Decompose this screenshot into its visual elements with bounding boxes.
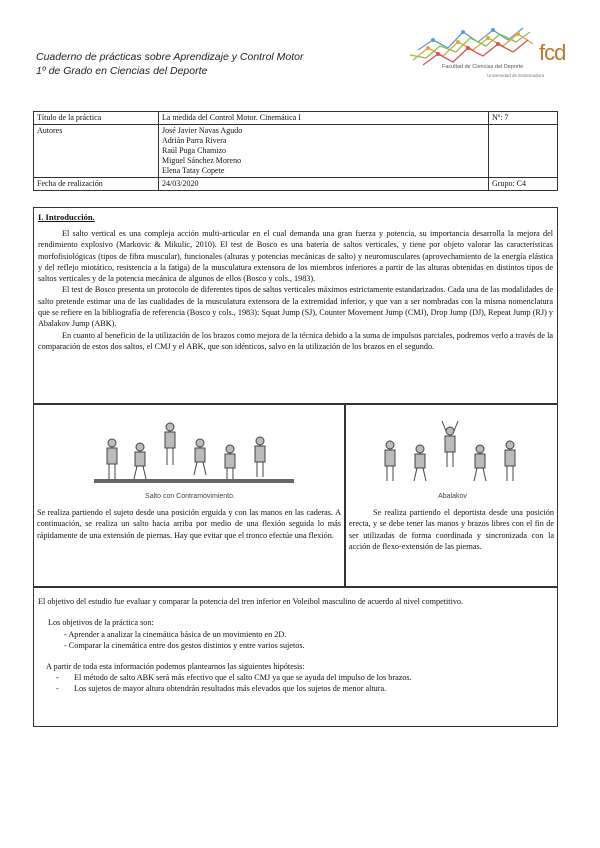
intro-paragraph-2: El test de Bosco presenta un protocolo de diferentes tipos de saltos verticales máximos estrictamente estandarizados. Cada una de las modalidades de salto pretende estimar una de las cualidades de la musculatura extensora de la extremidad inferior, y que van a ser nombradas con la misma nomenclatura que se refiere en la bibliografía de referencia (Bosco y cols., 1983): Squat Jump (SJ), Counter Movement Jump (CMJ), Drop Jump (DJ), Repeat Jump (RJ) y Abalakov Jump (ABK). xyxy=(38,285,553,329)
document-header xyxy=(36,50,304,78)
objectives-title: Los objetivos de la práctica son: xyxy=(48,618,154,628)
list-marker: - xyxy=(56,672,59,682)
table-row xyxy=(34,178,558,191)
author: José Javier Navas Agudo xyxy=(162,126,243,135)
figure-cmj xyxy=(33,404,345,587)
study-objective: El objetivo del estudio fue evaluar y comparar la potencia del tren inferior en Voleibol masculino de acuerdo al nivel competitivo. xyxy=(38,597,464,606)
section-heading: I. Introducción. xyxy=(38,212,95,222)
list-item: - Aprender a analizar la cinemática básica de un movimiento en 2D. xyxy=(64,629,287,639)
group-label: Grupo: C4 xyxy=(489,178,558,191)
author: Elena Tatay Copete xyxy=(162,166,225,175)
figure-caption: Abalakov xyxy=(438,493,467,500)
hypothesis: El método de salto ABK será más efectivo que el salto CMJ ya que se ayuda del impulso de los brazos. xyxy=(74,672,412,682)
header-line-2: 1º de Grado en Ciencias del Deporte xyxy=(36,65,208,77)
hypotheses-list xyxy=(38,672,553,694)
hypotheses-title: A partir de toda esta información podemos plantearnos las siguientes hipótesis: xyxy=(46,661,305,671)
authors-list xyxy=(159,125,489,178)
list-item: - Comparar la cinemática entre dos gestos distintos y entre varios sujetos. xyxy=(64,640,305,650)
objectives-list xyxy=(38,629,553,651)
date-value: 24/03/2020 xyxy=(159,178,489,191)
abalakov-jump-sequence-icon xyxy=(376,417,536,489)
list-item xyxy=(38,672,553,683)
cmj-jump-sequence-icon xyxy=(94,413,294,493)
figure-abalakov xyxy=(345,404,558,587)
author: Adrián Parra Rivera xyxy=(162,136,227,145)
author: Miguel Sánchez Moreno xyxy=(162,156,242,165)
figure-description: Se realiza partiendo el deportista desde una posición erecta, y se debe tener las manos y brazos libres con el fin de ser utilizadas de forma coordinada y sincronizada con la acción de flexo-extensión de las piernas. xyxy=(349,508,554,551)
title-label: Título de la práctica xyxy=(34,112,159,125)
list-item xyxy=(38,683,553,694)
figure-description: Se realiza partiendo el sujeto desde una posición erguida y con las manos en las caderas. A continuación, se realiza un salto hacia arriba por medio de una flexión seguida lo más rápidamente de una extensión de piernas. Hay que evitar que el tronco efectúe una flexión. xyxy=(37,508,341,540)
author: Raúl Puga Chamizo xyxy=(162,146,226,155)
date-label: Fecha de realización xyxy=(34,178,159,191)
introduction-section xyxy=(33,207,558,404)
authors-label: Autores xyxy=(34,125,159,178)
logo-text: Facultad de Ciencias del Deporte xyxy=(442,64,524,70)
objectives-section xyxy=(33,587,558,727)
table-row xyxy=(34,112,558,125)
logo-subtext: Universidad de Extremadura xyxy=(487,73,545,78)
hypothesis: Los sujetos de mayor altura obtendrán resultados más elevados que los sujetos de menor altura. xyxy=(74,683,387,693)
figure-caption: Salto con Contramovimiento. xyxy=(145,493,235,500)
logo-letters: fcd xyxy=(539,40,566,65)
number-label: Nº: 7 xyxy=(489,112,558,125)
intro-paragraph-3: En cuanto al beneficio de la utilización de los brazos como mejora de la técnica debido a la suma de impulsos parciales, podremos verlo a través de la comparación de estos dos saltos, el CMJ y el ABK, que son idénticos, salvo en la utilización de los brazos en el segundo. xyxy=(38,330,553,351)
info-table xyxy=(33,111,558,191)
header-line-1: Cuaderno de prácticas sobre Aprendizaje y Control Motor xyxy=(36,51,304,63)
list-marker: - xyxy=(56,683,59,693)
intro-paragraph-1: El salto vertical es una compleja acción multi-articular en el cual demanda una gran fuerza y potencia, su importancia desarrolla la mejora del rendimiento explosivo (Markovic & Mikulic, 2010). El test de Bosco es una batería de saltos verticales, y tiene por objeto valorar las características morfofisiológicas (tipos de fibra muscular), funcionales (alturas y potencias mecánicas de salto) y neuromusculares (aprovechamiento de la energía elástica y del reflejo miotático, resistencia a la fatiga) de la musculatura extensora de los miembros inferiores a partir de las alturas obtenidas en distintos tipos de saltos verticales y de la potencia mecánica de algunos de ellos (Bosco y cols., 1983). xyxy=(38,229,553,284)
table-row xyxy=(34,125,558,178)
title-value: La medida del Control Motor. Cinemática I xyxy=(159,112,489,125)
